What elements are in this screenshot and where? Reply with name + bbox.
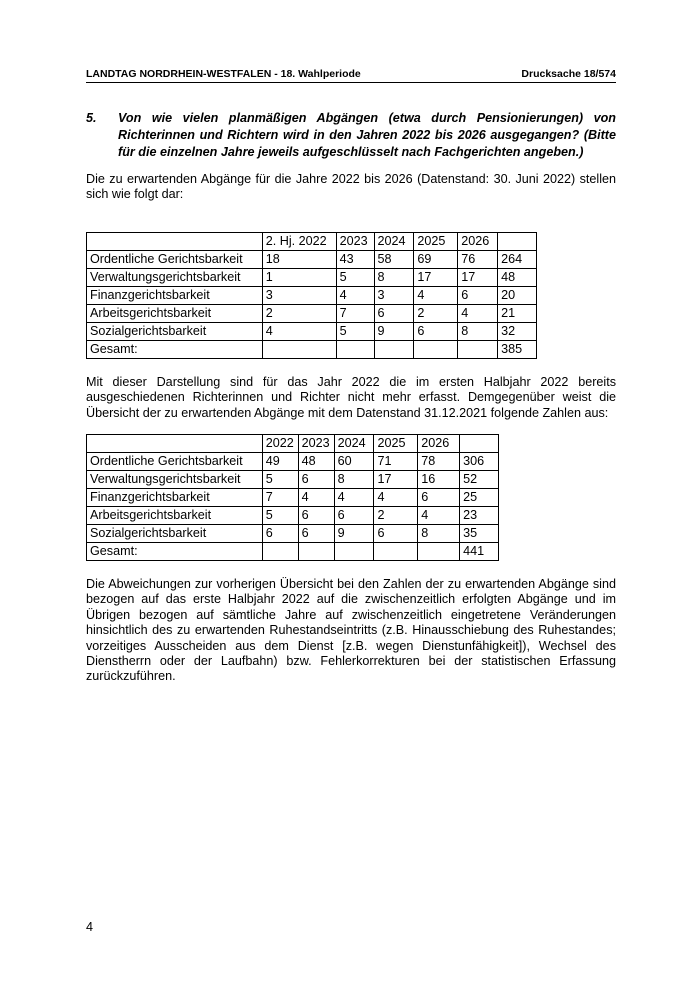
table-cell: 5 <box>262 507 298 525</box>
table-cell <box>374 341 414 359</box>
table-cell: 6 <box>374 305 414 323</box>
table-row <box>87 489 499 507</box>
table-cell: 49 <box>262 453 298 471</box>
table-row-label: Sozialgerichtsbarkeit <box>87 525 263 543</box>
intro-paragraph: Die zu erwartenden Abgänge für die Jahre 2022 bis 2026 (Datenstand: 30. Juni 2022) stellen sich wie folgt dar: <box>86 172 616 202</box>
table-cell: 7 <box>336 305 374 323</box>
table-cell: 18 <box>262 251 336 269</box>
table-row-label: Verwaltungsgerichtsbarkeit <box>87 471 263 489</box>
table-cell: 1 <box>262 269 336 287</box>
table-cell: 8 <box>458 323 498 341</box>
table-departures-mid-2022 <box>86 232 537 359</box>
table-cell <box>334 543 374 561</box>
table-cell: 43 <box>336 251 374 269</box>
page-header <box>86 66 616 83</box>
table-cell: 2 <box>262 305 336 323</box>
table-cell: 5 <box>336 269 374 287</box>
table-row <box>87 305 537 323</box>
table-cell: 7 <box>262 489 298 507</box>
table-cell: 8 <box>334 471 374 489</box>
table-header-cell: 2022 <box>262 435 298 453</box>
table-cell: 69 <box>414 251 458 269</box>
table-header-cell: 2026 <box>418 435 460 453</box>
table-row <box>87 471 499 489</box>
table-cell: 4 <box>418 507 460 525</box>
table-cell: 4 <box>298 489 334 507</box>
table-header-cell <box>87 233 263 251</box>
table-cell: 4 <box>374 489 418 507</box>
table-cell: 264 <box>498 251 537 269</box>
table-header-cell <box>460 435 499 453</box>
table-cell: 21 <box>498 305 537 323</box>
header-document-number: Drucksache 18/574 <box>521 68 616 80</box>
table-row <box>87 251 537 269</box>
question-block <box>86 110 616 161</box>
table-cell: 20 <box>498 287 537 305</box>
table-cell <box>336 341 374 359</box>
table-cell: 4 <box>414 287 458 305</box>
table-header-cell <box>498 233 537 251</box>
table-cell: 306 <box>460 453 499 471</box>
question-text: Von wie vielen planmäßigen Abgängen (etwa durch Pensionierungen) von Richterinnen und Richtern wird in den Jahren 2022 bis 2026 ausgegangen? (Bitte für die einzelnen Jahre jeweils aufgeschlüsselt nach Fachgerichten angeben.) <box>118 111 616 159</box>
table-cell: 3 <box>374 287 414 305</box>
table-header-row <box>87 233 537 251</box>
table-cell: 71 <box>374 453 418 471</box>
table-row <box>87 543 499 561</box>
table-cell: 6 <box>298 525 334 543</box>
table-cell: 6 <box>262 525 298 543</box>
table-cell: 8 <box>374 269 414 287</box>
table-cell: 58 <box>374 251 414 269</box>
table-cell <box>262 543 298 561</box>
table-row <box>87 453 499 471</box>
table-cell <box>298 543 334 561</box>
table-cell <box>262 341 336 359</box>
table-row-label: Ordentliche Gerichtsbarkeit <box>87 251 263 269</box>
table-row <box>87 323 537 341</box>
table-row-label: Ordentliche Gerichtsbarkeit <box>87 453 263 471</box>
table-header-cell: 2. Hj. 2022 <box>262 233 336 251</box>
table-cell: 385 <box>498 341 537 359</box>
table-cell <box>414 341 458 359</box>
table-header-cell: 2023 <box>336 233 374 251</box>
table-header-row <box>87 435 499 453</box>
table-cell: 9 <box>334 525 374 543</box>
table-cell: 48 <box>298 453 334 471</box>
table-cell: 32 <box>498 323 537 341</box>
table-row <box>87 269 537 287</box>
table-cell: 35 <box>460 525 499 543</box>
table-cell: 3 <box>262 287 336 305</box>
question-number: 5. <box>86 111 97 125</box>
table-row-label: Finanzgerichtsbarkeit <box>87 287 263 305</box>
table-cell: 6 <box>414 323 458 341</box>
table-cell: 4 <box>262 323 336 341</box>
table-cell: 16 <box>418 471 460 489</box>
table-cell: 17 <box>374 471 418 489</box>
table-cell: 6 <box>374 525 418 543</box>
table-cell: 6 <box>458 287 498 305</box>
page-number: 4 <box>86 920 94 934</box>
table-cell: 4 <box>458 305 498 323</box>
table-cell: 2 <box>414 305 458 323</box>
table-row-label: Gesamt: <box>87 341 263 359</box>
closing-paragraph: Die Abweichungen zur vorherigen Übersicht bei den Zahlen der zu erwartenden Abgänge sind bezogen auf das erste Halbjahr 2022 auf die zwischenzeitlich erfolgten Abgänge und im Übrigen bezogen auf sämtliche Jahre auf zwischenzeitlich eingetretene Veränderungen hinsichtlich des zu erwartenden Ruhestandseintritts (z.B. Hinausschiebung des Ruhestandes; vorzeitiges Ausscheiden aus dem Dienst [z.B. wegen Dienstunfähigkeit]), Wechsel des Dienstherrn oder der Laufbahn) bzw. Fehlerkorrekturen bei der statistischen Erfassung zurückzuführen. <box>86 577 616 684</box>
table-cell: 76 <box>458 251 498 269</box>
table-header-cell <box>87 435 263 453</box>
table-row <box>87 341 537 359</box>
table-cell: 6 <box>334 507 374 525</box>
table-row-label: Finanzgerichtsbarkeit <box>87 489 263 507</box>
table-cell: 52 <box>460 471 499 489</box>
table-header-cell: 2024 <box>334 435 374 453</box>
table-cell: 17 <box>458 269 498 287</box>
table-row-label: Arbeitsgerichtsbarkeit <box>87 305 263 323</box>
table-cell <box>418 543 460 561</box>
table-header-cell: 2023 <box>298 435 334 453</box>
table-row-label: Arbeitsgerichtsbarkeit <box>87 507 263 525</box>
table-row-label: Verwaltungsgerichtsbarkeit <box>87 269 263 287</box>
table-header-cell: 2024 <box>374 233 414 251</box>
table-cell: 6 <box>418 489 460 507</box>
table-header-cell: 2026 <box>458 233 498 251</box>
table-row <box>87 525 499 543</box>
table-row-label: Gesamt: <box>87 543 263 561</box>
table-cell: 6 <box>298 471 334 489</box>
table-cell: 5 <box>336 323 374 341</box>
table-cell: 23 <box>460 507 499 525</box>
table-cell: 60 <box>334 453 374 471</box>
table-cell: 17 <box>414 269 458 287</box>
table-cell: 25 <box>460 489 499 507</box>
table-cell: 8 <box>418 525 460 543</box>
table-cell: 441 <box>460 543 499 561</box>
table-row-label: Sozialgerichtsbarkeit <box>87 323 263 341</box>
table-cell <box>374 543 418 561</box>
table-header-cell: 2025 <box>374 435 418 453</box>
table-row <box>87 287 537 305</box>
table-cell: 6 <box>298 507 334 525</box>
header-title: LANDTAG NORDRHEIN-WESTFALEN - 18. Wahlperiode <box>86 68 361 80</box>
table-departures-end-2021 <box>86 434 499 561</box>
table-cell: 78 <box>418 453 460 471</box>
table-cell: 4 <box>334 489 374 507</box>
middle-paragraph: Mit dieser Darstellung sind für das Jahr 2022 die im ersten Halbjahr 2022 bereits ausgeschiedenen Richterinnen und Richter nicht mehr erfasst. Demgegenüber weist die Übersicht der zu erwartenden Abgänge mit dem Datenstand 31.12.2021 folgende Zahlen aus: <box>86 375 616 420</box>
table-cell: 2 <box>374 507 418 525</box>
table-cell: 4 <box>336 287 374 305</box>
table-cell: 5 <box>262 471 298 489</box>
table-cell: 48 <box>498 269 537 287</box>
table-header-cell: 2025 <box>414 233 458 251</box>
table-cell <box>458 341 498 359</box>
table-row <box>87 507 499 525</box>
table-cell: 9 <box>374 323 414 341</box>
